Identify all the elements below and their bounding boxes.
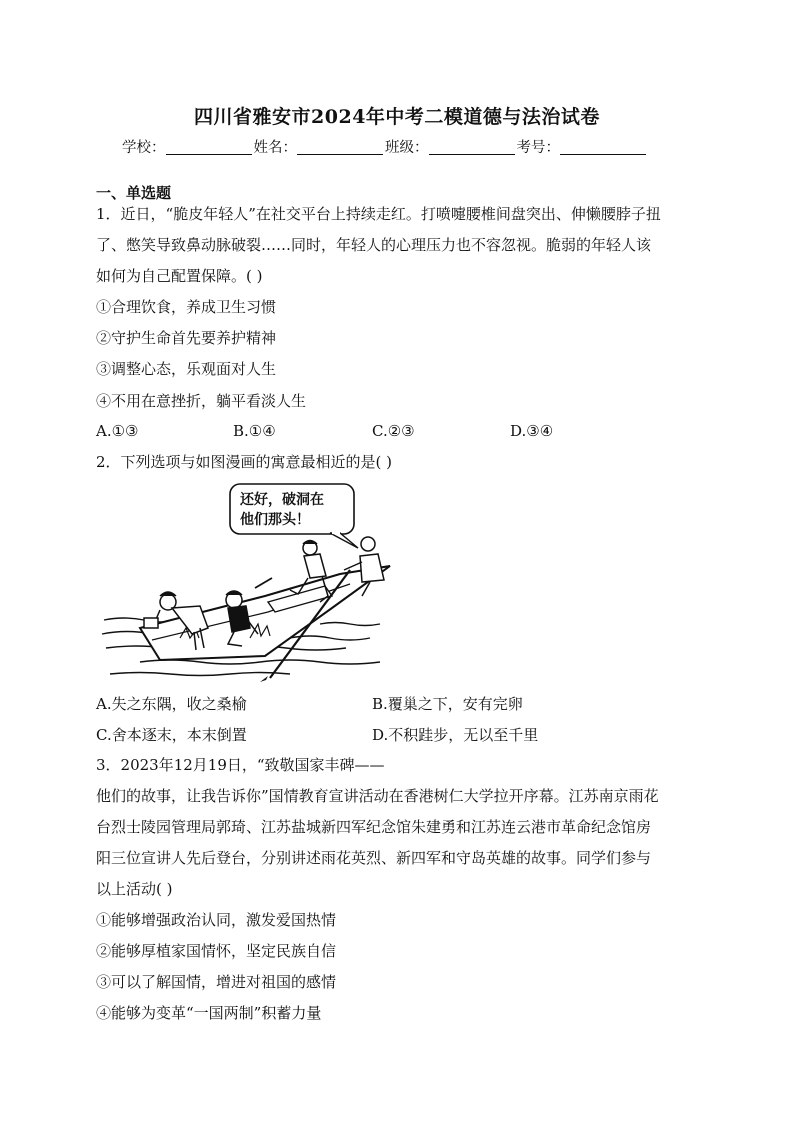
exam-number-label: 考号： — [516, 140, 560, 156]
q2-choice-c[interactable]: C.舍本逐末，本末倒置 — [96, 726, 247, 744]
q1-choice-b[interactable]: B.①④ — [233, 422, 276, 440]
class-label: 班级： — [385, 140, 429, 156]
school-blank[interactable] — [166, 140, 252, 155]
student-info-line — [122, 136, 648, 157]
bubble-line2: 他们那头！ — [240, 512, 310, 528]
q1-stem-line2: 了、憋笑导致鼻动脉破裂……同时，年轻人的心理压力也不容忽视。脆弱的年轻人该 — [96, 236, 652, 254]
page-title: 四川省雅安市2024年中考二模道德与法治试卷 — [194, 106, 600, 128]
q1-choice-c[interactable]: C.②③ — [372, 422, 415, 440]
q1-stem-line3: 如何为自己配置保障。( ) — [96, 267, 263, 285]
name-blank[interactable] — [297, 140, 383, 155]
q1-stem-line1: 1．近日，“脆皮年轻人”在社交平台上持续走红。打喷嚏腰椎间盘突出、伸懒腰脖子扭 — [96, 205, 661, 223]
q1-statement-3: ③调整心态，乐观面对人生 — [96, 360, 277, 378]
q3-stem-line2: 他们的故事，让我告诉你”国情教育宣讲活动在香港树仁大学拉开序幕。江苏南京雨花 — [96, 787, 659, 805]
q1-statement-4: ④不用在意挫折，躺平看淡人生 — [96, 392, 307, 410]
q3-stem-line5: 以上活动( ) — [96, 880, 173, 898]
q3-stem-line1: 3．2023年12月19日，“致敬国家丰碑—— — [96, 756, 385, 774]
sinking-boat-cartoon — [100, 478, 396, 683]
q3-statement-4: ④能够为变革“一国两制”积蓄力量 — [96, 1004, 322, 1022]
speech-bubble — [230, 484, 358, 548]
q3-statement-3: ③可以了解国情，增进对祖国的感情 — [96, 973, 337, 991]
name-label: 姓名： — [253, 140, 297, 156]
q3-statement-1: ①能够增强政治认同，激发爱国热情 — [96, 911, 337, 929]
q1-statement-1: ①合理饮食，养成卫生习惯 — [96, 298, 277, 316]
bubble-line1: 还好，破洞在 — [240, 492, 324, 508]
q2-choice-b[interactable]: B.覆巢之下，安有完卵 — [372, 695, 523, 713]
q1-statement-2: ②守护生命首先要养护精神 — [96, 329, 277, 347]
q2-stem: 2．下列选项与如图漫画的寓意最相近的是( ) — [96, 453, 393, 471]
q3-stem-line3: 台烈士陵园管理局郭琦、江苏盐城新四军纪念馆朱建勇和江苏连云港市革命纪念馆房 — [96, 818, 652, 836]
q1-choice-a[interactable]: A.①③ — [96, 422, 139, 440]
q2-choice-d[interactable]: D.不积跬步，无以至千里 — [372, 726, 539, 744]
class-blank[interactable] — [429, 140, 515, 155]
q2-choice-a[interactable]: A.失之东隅，收之桑榆 — [96, 695, 247, 713]
section-heading: 一、单选题 — [96, 184, 172, 202]
school-label: 学校： — [122, 140, 166, 156]
q3-statement-2: ②能够厚植家国情怀，坚定民族自信 — [96, 942, 337, 960]
q3-stem-line4: 阳三位宣讲人先后登台，分别讲述雨花英烈、新四军和守岛英雄的故事。同学们参与 — [96, 849, 652, 867]
exam-number-blank[interactable] — [560, 140, 646, 155]
q1-choice-d[interactable]: D.③④ — [510, 422, 554, 440]
